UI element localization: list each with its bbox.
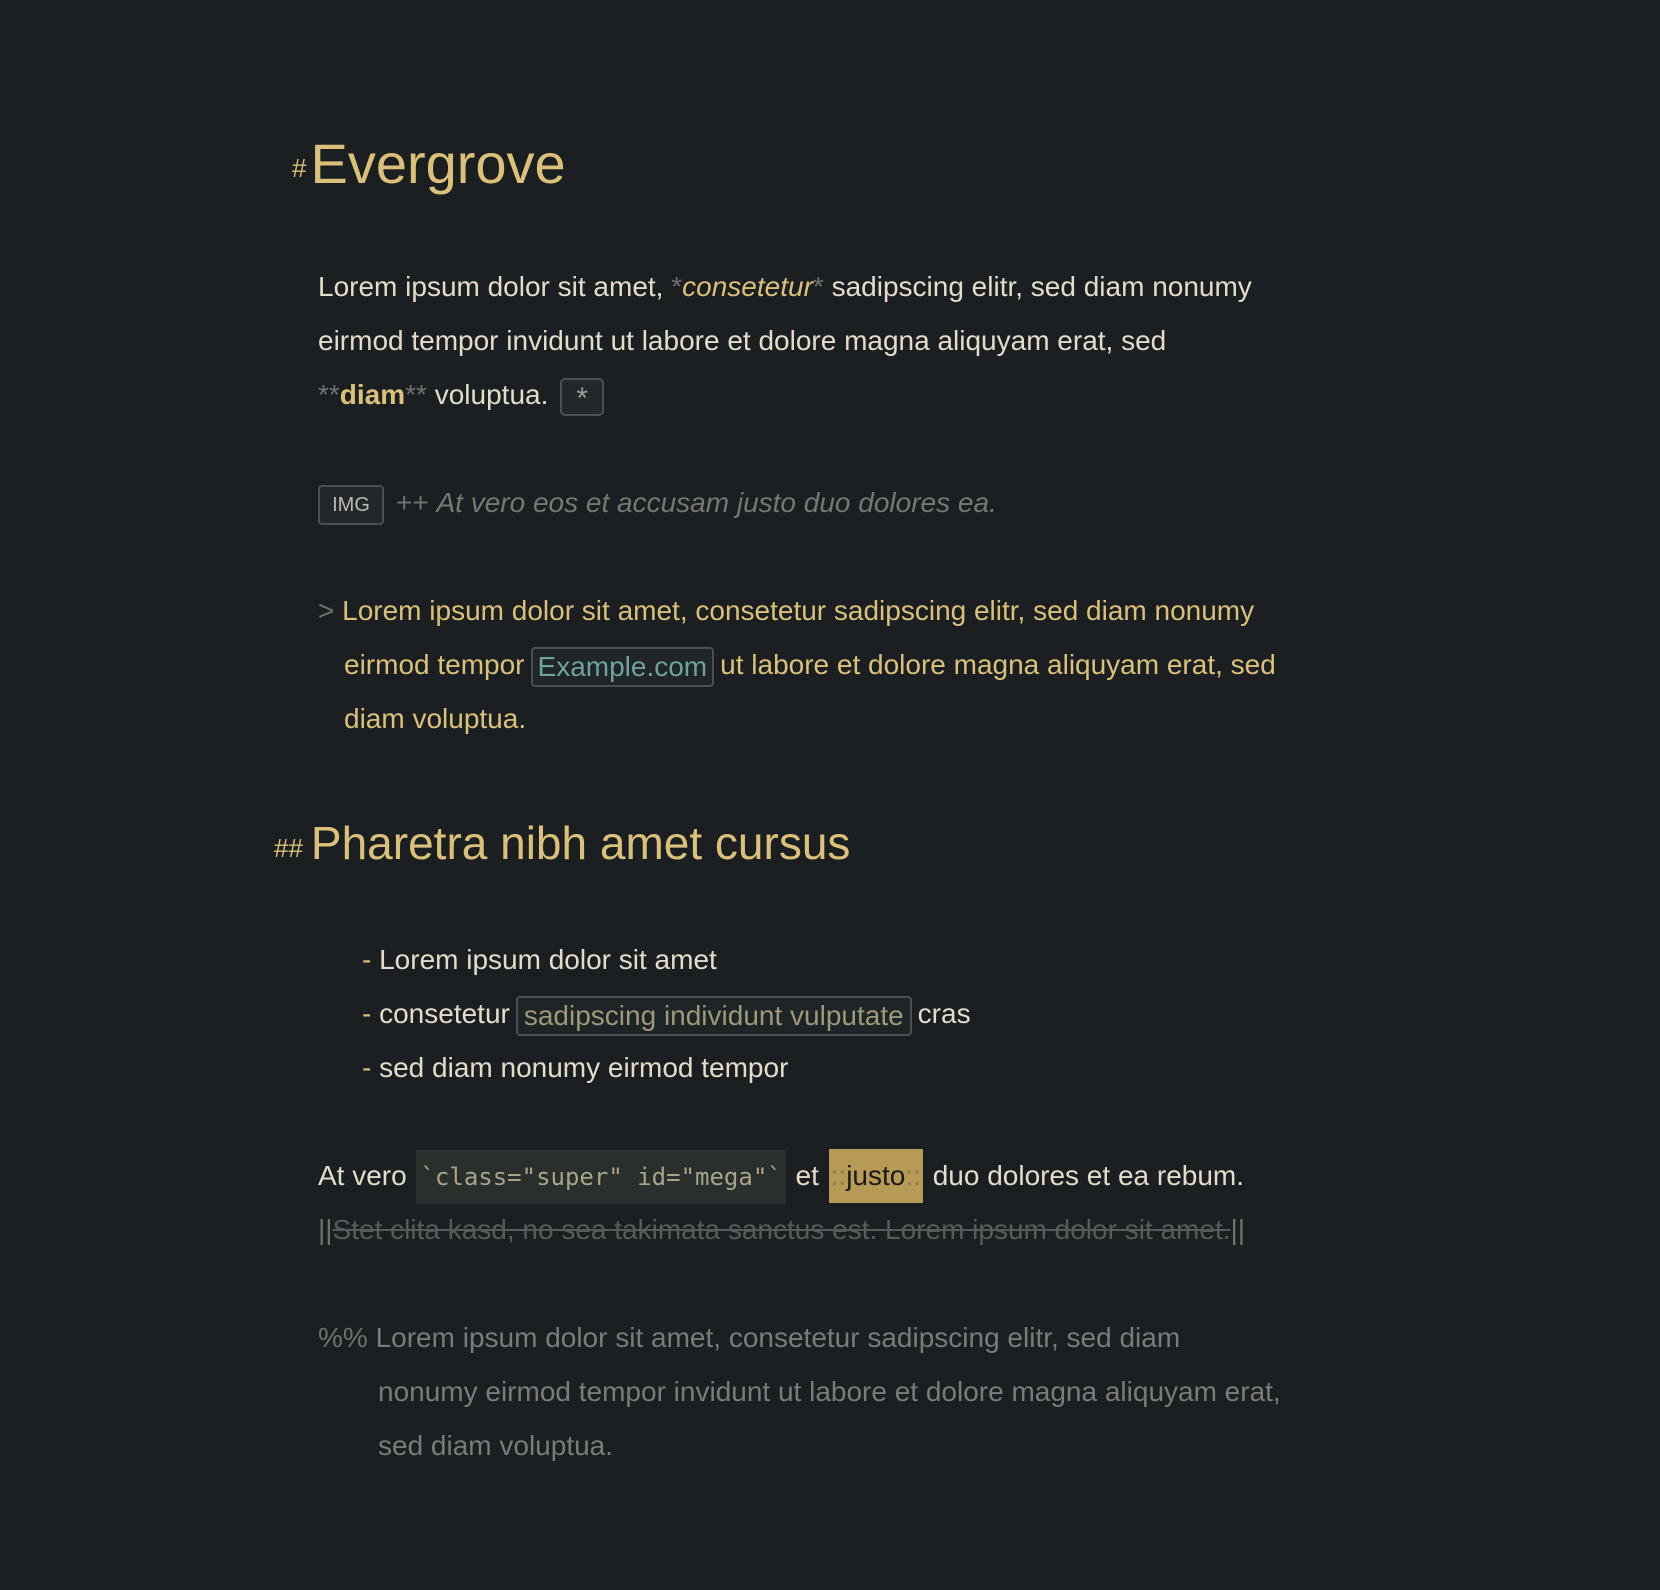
highlight-marker-open: ::	[830, 1160, 847, 1191]
strikethrough-line[interactable]	[318, 1203, 1245, 1257]
blockquote-line-1[interactable]	[318, 584, 1254, 638]
code-paragraph[interactable]	[318, 1149, 1244, 1204]
comment-text: Lorem ipsum dolor sit amet, consetetur sadipscing elitr, sed diam	[375, 1322, 1181, 1353]
comment-text: nonumy eirmod tempor invidunt ut labore et dolore magna aliquyam erat,	[378, 1376, 1281, 1407]
bold-text: diam	[339, 379, 406, 410]
paragraph-text: Lorem ipsum dolor sit amet,	[318, 271, 672, 302]
list-item[interactable]	[362, 933, 717, 987]
italic-marker-close: *	[812, 271, 824, 302]
image-caption: At vero eos et accusam justo duo dolores ea.	[436, 487, 997, 518]
list-item-text: cras	[917, 998, 971, 1029]
highlight-text: justo	[846, 1160, 906, 1191]
blockquote-text: diam voluptua.	[344, 703, 527, 734]
list-item-text: Lorem ipsum dolor sit amet	[379, 944, 717, 975]
blockquote-marker: >	[318, 595, 335, 626]
highlight[interactable]	[829, 1149, 923, 1203]
heading-1-marker: #	[292, 153, 307, 183]
italic-text: consetetur	[682, 271, 813, 302]
highlight-marker-close: ::	[905, 1160, 921, 1191]
comment-text: sed diam voluptua.	[378, 1430, 614, 1461]
heading-2[interactable]	[274, 811, 850, 880]
list-bullet: -	[362, 944, 372, 975]
image-prefix: ++	[396, 487, 437, 518]
heading-1-text: Evergrove	[310, 132, 566, 195]
image-badge[interactable]: IMG	[318, 485, 384, 525]
paragraph-text: duo dolores et ea rebum.	[924, 1160, 1245, 1191]
list-item[interactable]	[362, 1041, 788, 1095]
list-bullet: -	[362, 998, 372, 1029]
paragraph-text: At vero	[318, 1160, 415, 1191]
list-item-text: sed diam nonumy eirmod tempor	[379, 1052, 789, 1083]
heading-2-marker: ##	[274, 833, 303, 863]
blockquote-text: ut labore et dolore magna aliquyam erat, sed	[720, 649, 1276, 680]
heading-2-text: Pharetra nibh amet cursus	[310, 817, 851, 869]
blockquote-line-2[interactable]	[344, 638, 1276, 692]
paragraph-text: et	[787, 1160, 827, 1191]
image-embed-line[interactable]	[318, 476, 997, 530]
italic-marker-open: *	[671, 271, 683, 302]
list-item[interactable]	[362, 987, 971, 1041]
comment-marker: %%	[318, 1322, 368, 1353]
footnote-button[interactable]: *	[560, 378, 604, 416]
inline-tag[interactable]: sadipscing individunt vulputate	[516, 996, 912, 1036]
comment-line-1[interactable]	[318, 1311, 1180, 1365]
inline-code[interactable]: `class="super" id="mega"`	[416, 1150, 785, 1204]
blockquote-line-3[interactable]	[344, 692, 526, 746]
paragraph-text: sadipscing elitr, sed diam nonumy	[823, 271, 1252, 302]
blockquote-text: Lorem ipsum dolor sit amet, consetetur sadipscing elitr, sed diam nonumy	[342, 595, 1255, 626]
bold-marker-close: **	[405, 379, 427, 410]
paragraph-1-line-2[interactable]	[318, 314, 1166, 368]
comment-line-2[interactable]	[378, 1365, 1281, 1419]
paragraph-text: eirmod tempor invidunt ut labore et dolore magna aliquyam erat, sed	[318, 325, 1167, 356]
strike-marker-open: ||	[318, 1214, 333, 1245]
blockquote-text: eirmod tempor	[344, 649, 525, 680]
bold-marker-open: **	[318, 379, 340, 410]
paragraph-1-line-3[interactable]	[318, 368, 604, 422]
paragraph-text: voluptua.	[426, 379, 557, 410]
strike-marker-close: ||	[1230, 1214, 1246, 1245]
example-link[interactable]: Example.com	[531, 647, 715, 687]
list-item-text: consetetur	[379, 998, 510, 1029]
heading-1[interactable]	[292, 126, 566, 206]
list-bullet: -	[362, 1052, 372, 1083]
paragraph-1-line-1[interactable]	[318, 260, 1252, 314]
strikethrough-text: Stet clita kasd, no sea takimata sanctus est. Lorem ipsum dolor sit amet.	[332, 1214, 1231, 1245]
comment-line-3[interactable]	[378, 1419, 613, 1473]
